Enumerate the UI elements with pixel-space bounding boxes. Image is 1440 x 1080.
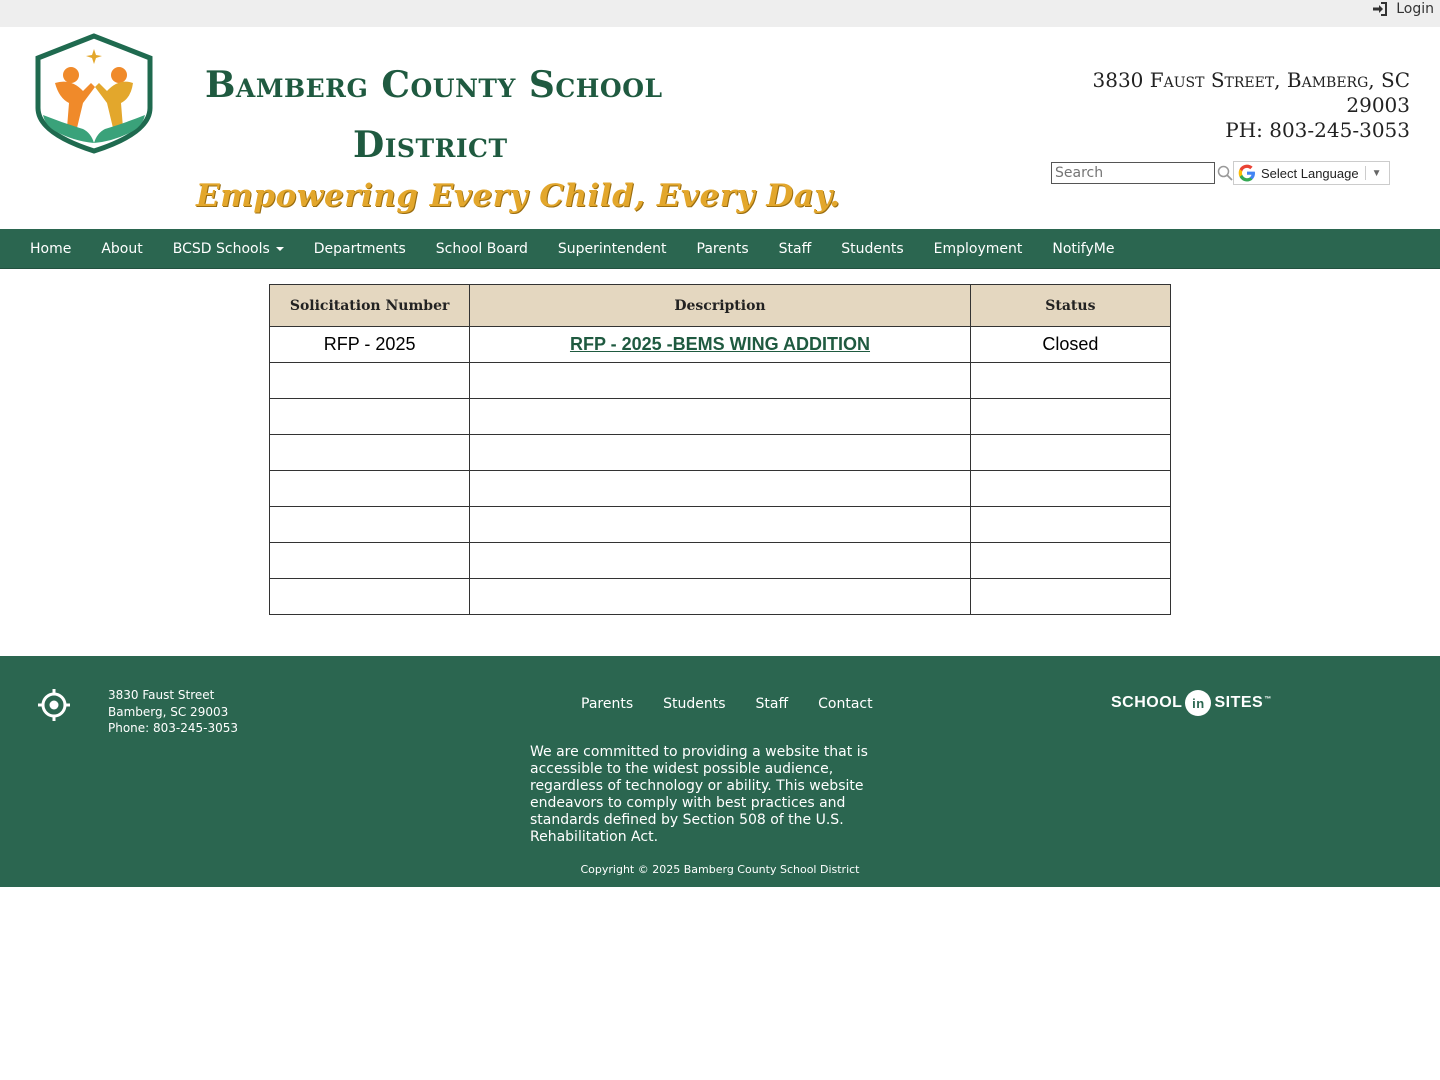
empty-cell — [470, 435, 971, 471]
empty-cell — [270, 471, 470, 507]
empty-cell — [970, 435, 1170, 471]
empty-cell — [270, 435, 470, 471]
table-row-empty — [270, 579, 1171, 615]
header-phone: PH: 803-245-3053 — [1225, 118, 1410, 142]
empty-cell — [970, 471, 1170, 507]
nav-item-notifyme[interactable]: NotifyMe — [1052, 240, 1115, 257]
top-bar — [0, 0, 1440, 27]
site-footer — [0, 656, 1440, 887]
solicitation-number-cell: RFP - 2025 — [270, 327, 470, 363]
empty-cell — [470, 471, 971, 507]
empty-cell — [270, 507, 470, 543]
empty-cell — [970, 543, 1170, 579]
column-header-solicitation-number: Solicitation Number — [270, 285, 470, 327]
site-search — [1051, 162, 1233, 184]
empty-cell — [470, 543, 971, 579]
empty-cell — [470, 363, 971, 399]
nav-item-employment[interactable]: Employment — [933, 240, 1023, 257]
empty-cell — [970, 507, 1170, 543]
search-input[interactable] — [1051, 162, 1215, 184]
nav-item-departments[interactable]: Departments — [313, 240, 406, 257]
empty-cell — [470, 399, 971, 435]
brand-sites: SITES — [1214, 694, 1264, 711]
empty-cell — [270, 363, 470, 399]
empty-cell — [970, 399, 1170, 435]
nav-item-bcsd-schools-label: BCSD Schools — [172, 240, 270, 257]
nav-item-home[interactable]: Home — [30, 240, 72, 257]
empty-cell — [270, 543, 470, 579]
solicitations-table — [269, 284, 1171, 615]
footer-links — [566, 696, 888, 712]
brand-school: SCHOOL — [1111, 694, 1183, 711]
footer-address-city: Bamberg, SC 29003 — [108, 704, 229, 719]
language-separator — [1365, 166, 1366, 180]
nav-item-bcsd-schools[interactable] — [158, 241, 299, 257]
nav-item-school-board[interactable]: School Board — [435, 240, 528, 257]
login-label: Login — [1396, 0, 1434, 17]
footer-address-street: 3830 Faust Street — [108, 688, 215, 702]
empty-cell — [470, 579, 971, 615]
footer-address-phone: Phone: 803-245-3053 — [108, 721, 239, 735]
table-row-empty — [270, 543, 1171, 579]
table-row-empty — [270, 435, 1171, 471]
nav-item-about[interactable]: About — [101, 240, 143, 257]
district-tagline: Empowering Every Child, Every Day. — [196, 178, 841, 214]
footer-link-students[interactable]: Students — [663, 696, 726, 712]
table-row-empty — [270, 363, 1171, 399]
brand-in: in — [1185, 690, 1211, 716]
sign-in-icon — [1372, 2, 1388, 16]
header-address: 3830 Faust Street, Bamberg, SC 29003 — [1092, 68, 1410, 117]
search-icon[interactable] — [1217, 165, 1233, 181]
nav-item-staff[interactable]: Staff — [778, 240, 812, 257]
table-header-row — [270, 285, 1171, 327]
footer-address — [108, 687, 238, 737]
district-title-line1: Bamberg County School — [205, 64, 663, 106]
dropdown-arrow-icon: ▼ — [1371, 167, 1382, 179]
footer-link-contact[interactable]: Contact — [818, 696, 873, 712]
language-label: Select Language — [1261, 165, 1359, 181]
footer-link-parents[interactable]: Parents — [581, 696, 634, 712]
nav-item-students[interactable]: Students — [841, 240, 904, 257]
table-row — [270, 327, 1171, 363]
column-header-status: Status — [970, 285, 1170, 327]
location-target-icon — [37, 688, 71, 722]
district-title-line2: District — [353, 124, 508, 166]
empty-cell — [970, 579, 1170, 615]
empty-cell — [970, 363, 1170, 399]
nav-item-superintendent[interactable]: Superintendent — [557, 240, 667, 257]
status-cell: Closed — [970, 327, 1170, 363]
empty-cell — [470, 507, 971, 543]
table-row-empty — [270, 471, 1171, 507]
empty-cell — [270, 399, 470, 435]
copyright: Copyright © 2025 Bamberg County School District — [580, 863, 860, 876]
table-row-empty — [270, 399, 1171, 435]
schoolinsites-logo[interactable] — [1111, 686, 1272, 720]
empty-cell — [270, 579, 470, 615]
column-header-description: Description — [470, 285, 971, 327]
main-nav — [0, 229, 1440, 269]
login-link[interactable] — [1372, 0, 1434, 17]
footer-link-staff[interactable]: Staff — [755, 696, 789, 712]
language-select[interactable] — [1233, 161, 1390, 185]
district-logo[interactable] — [33, 33, 155, 155]
caret-down-icon — [276, 247, 284, 251]
nav-item-parents[interactable]: Parents — [696, 240, 749, 257]
solicitation-link[interactable]: RFP - 2025 -BEMS WING ADDITION — [569, 334, 871, 354]
table-row-empty — [270, 507, 1171, 543]
accessibility-statement: We are committed to providing a website that is accessible to the widest possible audience, regardless of technology or ability. This website endeavors to comply with best practices and standards defined by Section 508 of the U.S. Rehabilitation Act. — [530, 744, 868, 845]
google-icon — [1238, 164, 1256, 182]
brand-trademark: ™ — [1264, 695, 1272, 703]
description-cell — [470, 327, 971, 363]
